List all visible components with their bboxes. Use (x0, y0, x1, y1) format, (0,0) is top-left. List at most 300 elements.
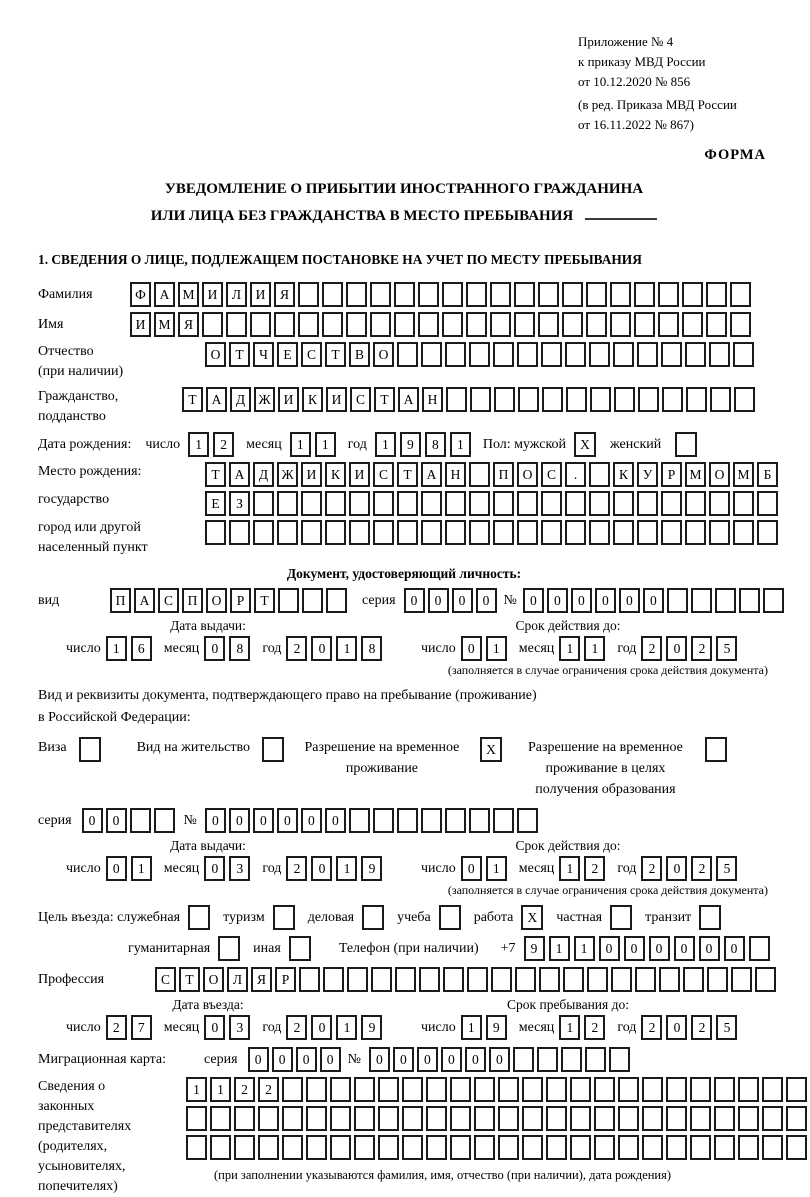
char-cell: 2 (584, 856, 605, 881)
legal-cells-row3 (186, 1135, 810, 1160)
char-cell: С (301, 342, 322, 367)
char-cell: 1 (106, 636, 127, 661)
char-cell (666, 1135, 687, 1160)
purpose-work-label: работа (473, 910, 514, 925)
char-cell: 0 (296, 1047, 317, 1072)
char-cell: 0 (325, 808, 346, 833)
char-cell: 1 (450, 432, 471, 457)
purpose-other-checkbox (289, 936, 311, 961)
char-cell (517, 491, 538, 516)
purpose-business-label: деловая (307, 910, 355, 925)
char-cell: 0 (666, 636, 687, 661)
entry-purpose-row (38, 905, 770, 930)
char-cell (354, 1106, 375, 1131)
residence-issue-month-cells (204, 856, 254, 881)
char-cell: В (349, 342, 370, 367)
residence-number-cells (205, 808, 541, 833)
birth-day-cells (188, 432, 238, 457)
char-cell (210, 1135, 231, 1160)
stay-until-heading: Срок пребывания до: (507, 997, 629, 1012)
char-cell (210, 1106, 231, 1131)
char-cell (594, 1077, 615, 1102)
char-cell: 0 (272, 1047, 293, 1072)
char-cell (587, 967, 608, 992)
char-cell (373, 808, 394, 833)
char-cell: 0 (547, 588, 568, 613)
char-cell (474, 1135, 495, 1160)
char-cell (685, 491, 706, 516)
char-cell (469, 462, 490, 487)
char-cell: 9 (361, 1015, 382, 1040)
char-cell: 0 (393, 1047, 414, 1072)
char-cell: 2 (213, 432, 234, 457)
char-cell: 0 (674, 936, 695, 961)
char-cell: И (301, 462, 322, 487)
char-cell (186, 1106, 207, 1131)
char-cell: 0 (106, 856, 127, 881)
char-cell: И (130, 312, 151, 337)
char-cell (253, 491, 274, 516)
char-cell: Л (227, 967, 248, 992)
char-cell: 0 (369, 1047, 390, 1072)
char-cell (659, 967, 680, 992)
char-cell (226, 312, 247, 337)
char-cell: 2 (584, 1015, 605, 1040)
birth-month-cells (290, 432, 340, 457)
char-cell: 0 (82, 808, 103, 833)
char-cell (755, 967, 776, 992)
char-cell (642, 1077, 663, 1102)
char-cell: 0 (441, 1047, 462, 1072)
entry-dates: Дата въезда: Срок пребывания до: число 2 7 месяц 0 3 год 2 0 1 9 число 1 9 месяц 1 2 год 2 0 2 5 (38, 997, 770, 1040)
char-cell (763, 588, 784, 613)
char-cell: 1 (188, 432, 209, 457)
char-cell (690, 1135, 711, 1160)
char-cell (539, 967, 560, 992)
char-cell (589, 520, 610, 545)
purpose-study-label: учеба (397, 910, 431, 925)
char-cell: И (326, 387, 347, 412)
sex-female-label: женский (610, 437, 662, 452)
temp-residence-edu-checkbox (705, 737, 727, 762)
residence-doc-options (38, 737, 770, 800)
char-cell (493, 520, 514, 545)
char-cell (493, 808, 514, 833)
char-cell (666, 1106, 687, 1131)
char-cell (301, 491, 322, 516)
char-cell (419, 967, 440, 992)
char-cell: 0 (624, 936, 645, 961)
char-cell (378, 1106, 399, 1131)
char-cell: 3 (229, 856, 250, 881)
char-cell (570, 1106, 591, 1131)
char-cell (538, 312, 559, 337)
migration-card-label: Миграционная карта: (38, 1052, 167, 1067)
char-cell (634, 282, 655, 307)
char-cell (517, 520, 538, 545)
char-cell (541, 491, 562, 516)
char-cell (474, 1106, 495, 1131)
char-cell (757, 491, 778, 516)
legal-note: (при заполнении указываются фамилия, имя, отчество (при наличии), дата рождения) (214, 1168, 672, 1182)
char-cell (634, 312, 655, 337)
char-cell (661, 342, 682, 367)
char-cell (322, 312, 343, 337)
char-cell: 1 (336, 1015, 357, 1040)
char-cell (609, 1047, 630, 1072)
title-line-1: УВЕДОМЛЕНИЕ О ПРИБЫТИИ ИНОСТРАННОГО ГРАЖДАНИНА (164, 181, 644, 197)
migration-number-cells (369, 1047, 633, 1072)
char-cell: Т (374, 387, 395, 412)
number-sign: № (347, 1052, 361, 1067)
char-cell (373, 520, 394, 545)
char-cell (586, 312, 607, 337)
char-cell (682, 282, 703, 307)
char-cell (730, 282, 751, 307)
char-cell: 0 (571, 588, 592, 613)
char-cell (546, 1106, 567, 1131)
profession-row (38, 967, 770, 992)
char-cell (298, 312, 319, 337)
series-label: серия (38, 813, 72, 828)
char-cell (442, 282, 463, 307)
valid-day-cells (461, 636, 511, 661)
char-cell (610, 282, 631, 307)
char-cell (402, 1077, 423, 1102)
char-cell (498, 1077, 519, 1102)
char-cell (589, 342, 610, 367)
annex-line: (в ред. Приказа МВД России (578, 97, 737, 112)
char-cell: А (421, 462, 442, 487)
char-cell (714, 1135, 735, 1160)
char-cell: З (229, 491, 250, 516)
birthplace-cells-row3 (205, 520, 781, 545)
char-cell: Л (226, 282, 247, 307)
char-cell: 8 (425, 432, 446, 457)
char-cell (301, 520, 322, 545)
char-cell (662, 387, 683, 412)
char-cell: А (398, 387, 419, 412)
char-cell: 2 (286, 1015, 307, 1040)
char-cell (709, 491, 730, 516)
char-cell (282, 1135, 303, 1160)
birthplace-row (38, 462, 770, 558)
entry-day-cells (106, 1015, 156, 1040)
identity-doc-row (38, 588, 770, 613)
char-cell (347, 967, 368, 992)
char-cell (474, 1077, 495, 1102)
char-cell: Р (661, 462, 682, 487)
char-cell: 2 (106, 1015, 127, 1040)
char-cell (757, 520, 778, 545)
char-cell (691, 588, 712, 613)
char-cell (469, 520, 490, 545)
residence-series-cells (82, 808, 178, 833)
purpose-private-label: частная (556, 910, 603, 925)
residence-issue-year-cells (286, 856, 386, 881)
char-cell: 0 (248, 1047, 269, 1072)
char-cell: А (206, 387, 227, 412)
phone-label: Телефон (при наличии) (338, 941, 479, 956)
char-cell (570, 1135, 591, 1160)
birthplace-label: Место рождения: государство город или другой населенный пункт (38, 464, 148, 555)
char-cell (450, 1106, 471, 1131)
stay-day-cells (461, 1015, 511, 1040)
char-cell: П (493, 462, 514, 487)
char-cell (418, 282, 439, 307)
char-cell (402, 1106, 423, 1131)
char-cell: Ф (130, 282, 151, 307)
char-cell: 9 (400, 432, 421, 457)
doc-type-cells (110, 588, 350, 613)
char-cell: 1 (559, 636, 580, 661)
citizenship-row (38, 387, 770, 427)
char-cell (395, 967, 416, 992)
issue-month-cells (204, 636, 254, 661)
char-cell (370, 312, 391, 337)
char-cell (354, 1077, 375, 1102)
char-cell: 0 (428, 588, 449, 613)
char-cell (234, 1135, 255, 1160)
patronymic-row (38, 342, 770, 382)
char-cell (706, 312, 727, 337)
char-cell (714, 1077, 735, 1102)
char-cell (306, 1077, 327, 1102)
issue-day-cells (106, 636, 156, 661)
purpose-study-checkbox (439, 905, 461, 930)
char-cell (325, 520, 346, 545)
profession-label: Профессия (38, 972, 105, 987)
name-cells (130, 312, 754, 337)
purpose-business-checkbox (362, 905, 384, 930)
migration-series-cells (248, 1047, 344, 1072)
char-cell: 0 (476, 588, 497, 613)
char-cell (491, 967, 512, 992)
char-cell (469, 342, 490, 367)
char-cell (469, 491, 490, 516)
char-cell (738, 1077, 759, 1102)
char-cell: Ж (254, 387, 275, 412)
issue-date-heading: Дата выдачи: (170, 618, 246, 633)
residence-valid-month-cells (559, 856, 609, 881)
char-cell: С (155, 967, 176, 992)
purpose-humanitarian-label: гуманитарная (128, 941, 211, 956)
char-cell: О (206, 588, 227, 613)
char-cell (282, 1077, 303, 1102)
char-cell (749, 936, 770, 961)
char-cell (522, 1077, 543, 1102)
char-cell: 0 (523, 588, 544, 613)
char-cell (397, 491, 418, 516)
document-title (38, 176, 770, 230)
profession-cells (155, 967, 779, 992)
char-cell: 0 (619, 588, 640, 613)
surname-row (38, 282, 770, 307)
char-cell: 0 (320, 1047, 341, 1072)
char-cell: Т (182, 387, 203, 412)
series-label: серия (204, 1052, 238, 1067)
char-cell: 1 (290, 432, 311, 457)
char-cell (686, 387, 707, 412)
char-cell (370, 282, 391, 307)
char-cell: 8 (229, 636, 250, 661)
char-cell: 1 (486, 636, 507, 661)
char-cell: 1 (486, 856, 507, 881)
char-cell (130, 808, 151, 833)
char-cell (786, 1135, 807, 1160)
char-cell: 2 (286, 636, 307, 661)
char-cell (493, 491, 514, 516)
char-cell (330, 1135, 351, 1160)
char-cell: У (637, 462, 658, 487)
char-cell (258, 1106, 279, 1131)
char-cell: И (250, 282, 271, 307)
patronymic-cells (205, 342, 757, 367)
char-cell (442, 312, 463, 337)
char-cell: М (733, 462, 754, 487)
valid-year-cells (641, 636, 741, 661)
char-cell: Я (274, 282, 295, 307)
char-cell (306, 1106, 327, 1131)
purpose-work-checkbox: X (521, 905, 543, 930)
purpose-transit-checkbox (699, 905, 721, 930)
char-cell (613, 491, 634, 516)
char-cell (537, 1047, 558, 1072)
char-cell (397, 342, 418, 367)
char-cell (762, 1135, 783, 1160)
char-cell (397, 520, 418, 545)
char-cell: 0 (461, 856, 482, 881)
char-cell (277, 520, 298, 545)
name-label: Имя (38, 317, 64, 332)
char-cell: 9 (361, 856, 382, 881)
char-cell (635, 967, 656, 992)
residence-doc-intro: Вид и реквизиты документа, подтверждающего право на пребывание (проживание) в Российской Федерации: (38, 688, 537, 725)
char-cell (613, 520, 634, 545)
char-cell: О (205, 342, 226, 367)
char-cell (418, 312, 439, 337)
char-cell (594, 1135, 615, 1160)
char-cell (234, 1106, 255, 1131)
char-cell: Т (229, 342, 250, 367)
residence-permit-checkbox (262, 737, 284, 762)
char-cell: 5 (716, 636, 737, 661)
char-cell: 0 (204, 1015, 225, 1040)
char-cell (467, 967, 488, 992)
char-cell (490, 282, 511, 307)
annex-line: от 16.11.2022 № 867) (578, 117, 695, 132)
char-cell (349, 520, 370, 545)
char-cell (739, 588, 760, 613)
char-cell (514, 312, 535, 337)
char-cell: И (349, 462, 370, 487)
char-cell (685, 520, 706, 545)
char-cell: М (154, 312, 175, 337)
doc-type-label: вид (38, 593, 60, 608)
char-cell (637, 342, 658, 367)
char-cell: 0 (106, 808, 127, 833)
char-cell: С (541, 462, 562, 487)
stay-month-cells (559, 1015, 609, 1040)
char-cell: 0 (277, 808, 298, 833)
char-cell: 3 (229, 1015, 250, 1040)
section1-heading: 1. СВЕДЕНИЯ О ЛИЦЕ, ПОДЛЕЖАЩЕМ ПОСТАНОВКЕ НА УЧЕТ ПО МЕСТУ ПРЕБЫВАНИЯ (38, 252, 642, 267)
char-cell (394, 312, 415, 337)
char-cell: Я (251, 967, 272, 992)
day-label: число (145, 437, 181, 452)
char-cell: 0 (666, 856, 687, 881)
char-cell (517, 808, 538, 833)
char-cell: 0 (204, 856, 225, 881)
phone-cells (524, 936, 774, 961)
char-cell: Д (253, 462, 274, 487)
char-cell (590, 387, 611, 412)
char-cell (565, 520, 586, 545)
char-cell (733, 491, 754, 516)
entry-year-cells (286, 1015, 386, 1040)
char-cell (642, 1106, 663, 1131)
residence-valid-day-cells (461, 856, 511, 881)
char-cell: А (154, 282, 175, 307)
char-cell: 1 (559, 1015, 580, 1040)
month-label: месяц (246, 437, 282, 452)
birthdate-label: Дата рождения: (38, 437, 132, 452)
char-cell: 7 (131, 1015, 152, 1040)
char-cell: 5 (716, 1015, 737, 1040)
char-cell (346, 312, 367, 337)
char-cell: Т (205, 462, 226, 487)
annex-reference (578, 32, 770, 135)
char-cell (730, 312, 751, 337)
char-cell (642, 1135, 663, 1160)
char-cell: К (302, 387, 323, 412)
char-cell (518, 387, 539, 412)
char-cell: 2 (691, 636, 712, 661)
purpose-tourism-label: туризм (223, 910, 265, 925)
char-cell: 1 (559, 856, 580, 881)
validity-note: (заполняется в случае ограничения срока действия документа) (447, 883, 768, 897)
char-cell: И (278, 387, 299, 412)
char-cell (762, 1077, 783, 1102)
birth-year-cells (375, 432, 475, 457)
char-cell: 1 (549, 936, 570, 961)
number-sign: № (183, 813, 197, 828)
char-cell (498, 1135, 519, 1160)
name-row (38, 312, 770, 337)
char-cell (426, 1106, 447, 1131)
char-cell: Т (179, 967, 200, 992)
char-cell (278, 588, 299, 613)
char-cell (299, 967, 320, 992)
char-cell: Б (757, 462, 778, 487)
doc-series-cells (404, 588, 500, 613)
phone-prefix: +7 (500, 941, 516, 956)
char-cell: 0 (404, 588, 425, 613)
purpose-tourism-checkbox (273, 905, 295, 930)
entry-month-cells (204, 1015, 254, 1040)
char-cell: 0 (301, 808, 322, 833)
char-cell (614, 387, 635, 412)
issue-year-cells (286, 636, 386, 661)
series-label: серия (362, 593, 396, 608)
char-cell (565, 491, 586, 516)
char-cell (734, 387, 755, 412)
validity-note: (заполняется в случае ограничения срока действия документа) (447, 663, 768, 677)
stay-year-cells (641, 1015, 741, 1040)
char-cell: 0 (311, 636, 332, 661)
char-cell: 0 (699, 936, 720, 961)
char-cell (546, 1077, 567, 1102)
